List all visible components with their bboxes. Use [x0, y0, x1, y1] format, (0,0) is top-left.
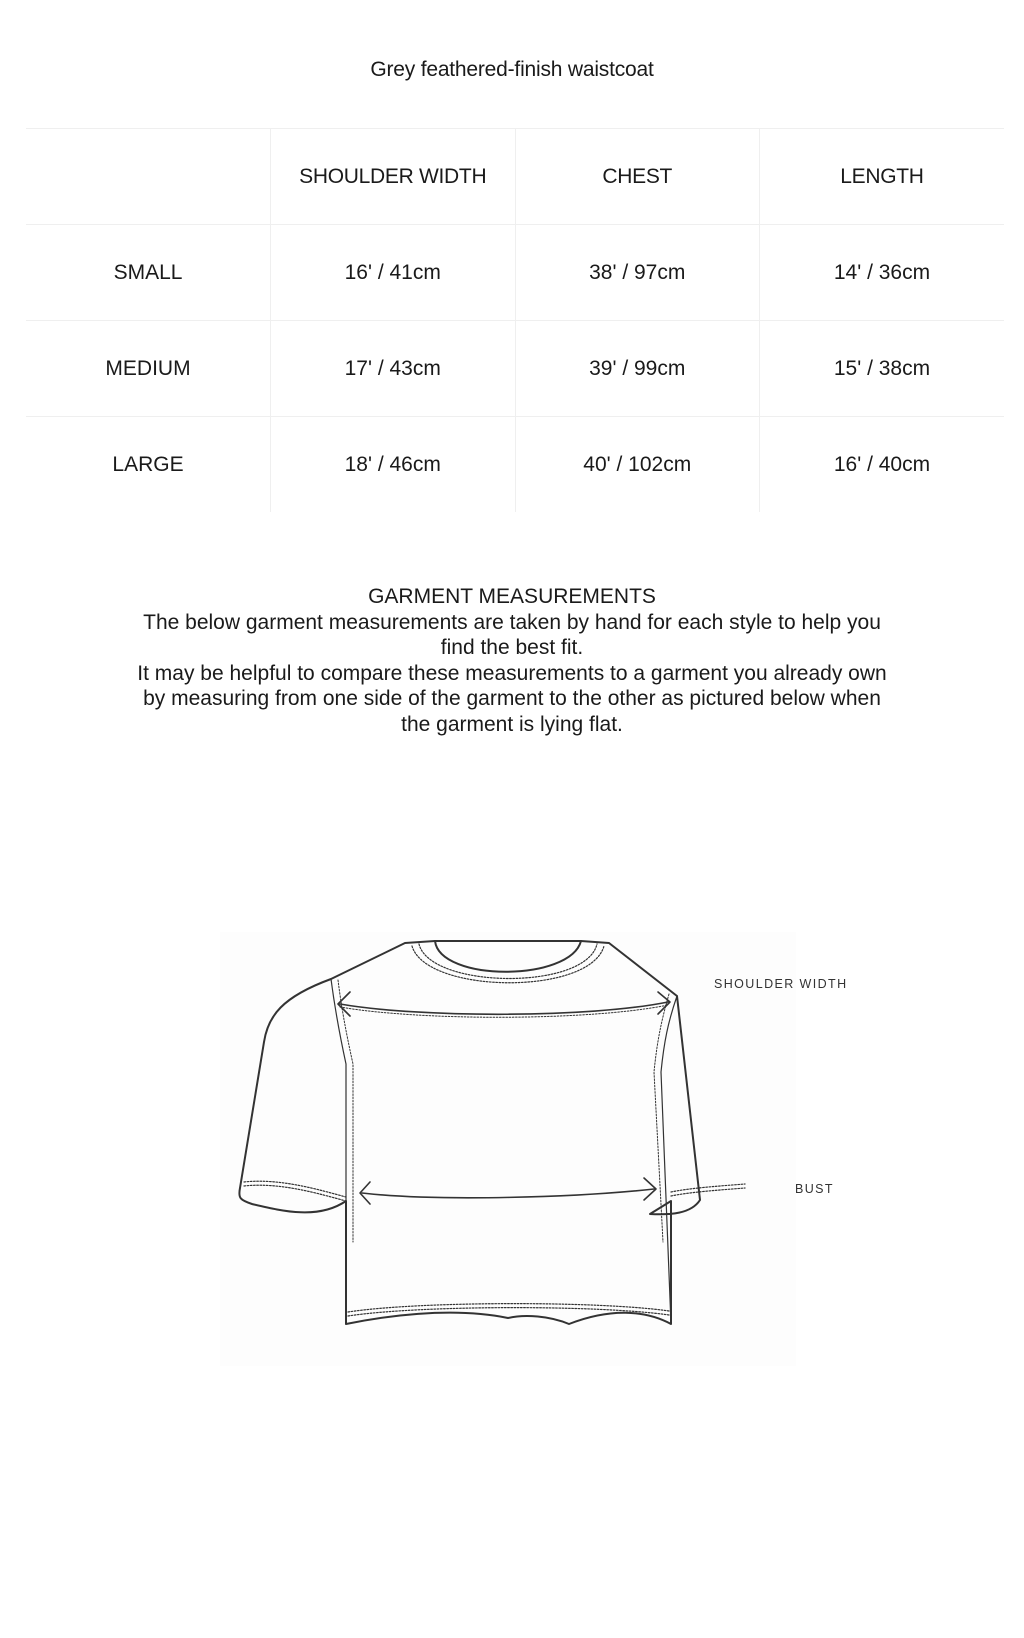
collar-inner	[435, 941, 581, 972]
table-row	[26, 321, 1004, 417]
header-shoulder-width: SHOULDER WIDTH	[271, 129, 516, 225]
size-label: MEDIUM	[26, 321, 271, 417]
seam-left	[331, 979, 346, 1324]
header-empty	[26, 129, 271, 225]
sleeve-hem	[671, 1184, 745, 1192]
sleeve-hem	[671, 1188, 745, 1196]
chest-value: 40' / 102cm	[515, 417, 760, 513]
page-title: Grey feathered-finish waistcoat	[370, 58, 654, 81]
info-line-1: The below garment measurements are taken by hand for each style to help you find the best fit.	[143, 610, 881, 659]
length-value: 14' / 36cm	[760, 225, 1005, 321]
bust-arrow-line	[362, 1189, 654, 1198]
table-header-row	[26, 129, 1004, 225]
garment-measurements-info	[130, 584, 894, 737]
table-row	[26, 225, 1004, 321]
header-chest: CHEST	[515, 129, 760, 225]
chest-value: 38' / 97cm	[515, 225, 760, 321]
table-row	[26, 417, 1004, 513]
shoulder-width-label: SHOULDER WIDTH	[714, 977, 848, 991]
size-label: LARGE	[26, 417, 271, 513]
bust-label: BUST	[795, 1182, 834, 1196]
garment-diagram	[220, 932, 796, 1366]
shoulder-arrow-line	[340, 1005, 668, 1017]
size-label: SMALL	[26, 225, 271, 321]
shirt-outline	[239, 941, 700, 1324]
shoulder-value: 18' / 46cm	[271, 417, 516, 513]
chest-value: 39' / 99cm	[515, 321, 760, 417]
length-value: 15' / 38cm	[760, 321, 1005, 417]
info-line-2: It may be helpful to compare these measurements to a garment you already own by measuring from one side of the garment to the other as pictured below when the garment is lying flat.	[137, 661, 887, 736]
info-heading: GARMENT MEASUREMENTS	[368, 585, 656, 608]
t-shirt-illustration	[220, 932, 796, 1366]
header-length: LENGTH	[760, 129, 1005, 225]
shoulder-value: 16' / 41cm	[271, 225, 516, 321]
size-chart-table	[26, 128, 1004, 512]
length-value: 16' / 40cm	[760, 417, 1005, 513]
seam-right	[661, 996, 677, 1324]
shoulder-value: 17' / 43cm	[271, 321, 516, 417]
